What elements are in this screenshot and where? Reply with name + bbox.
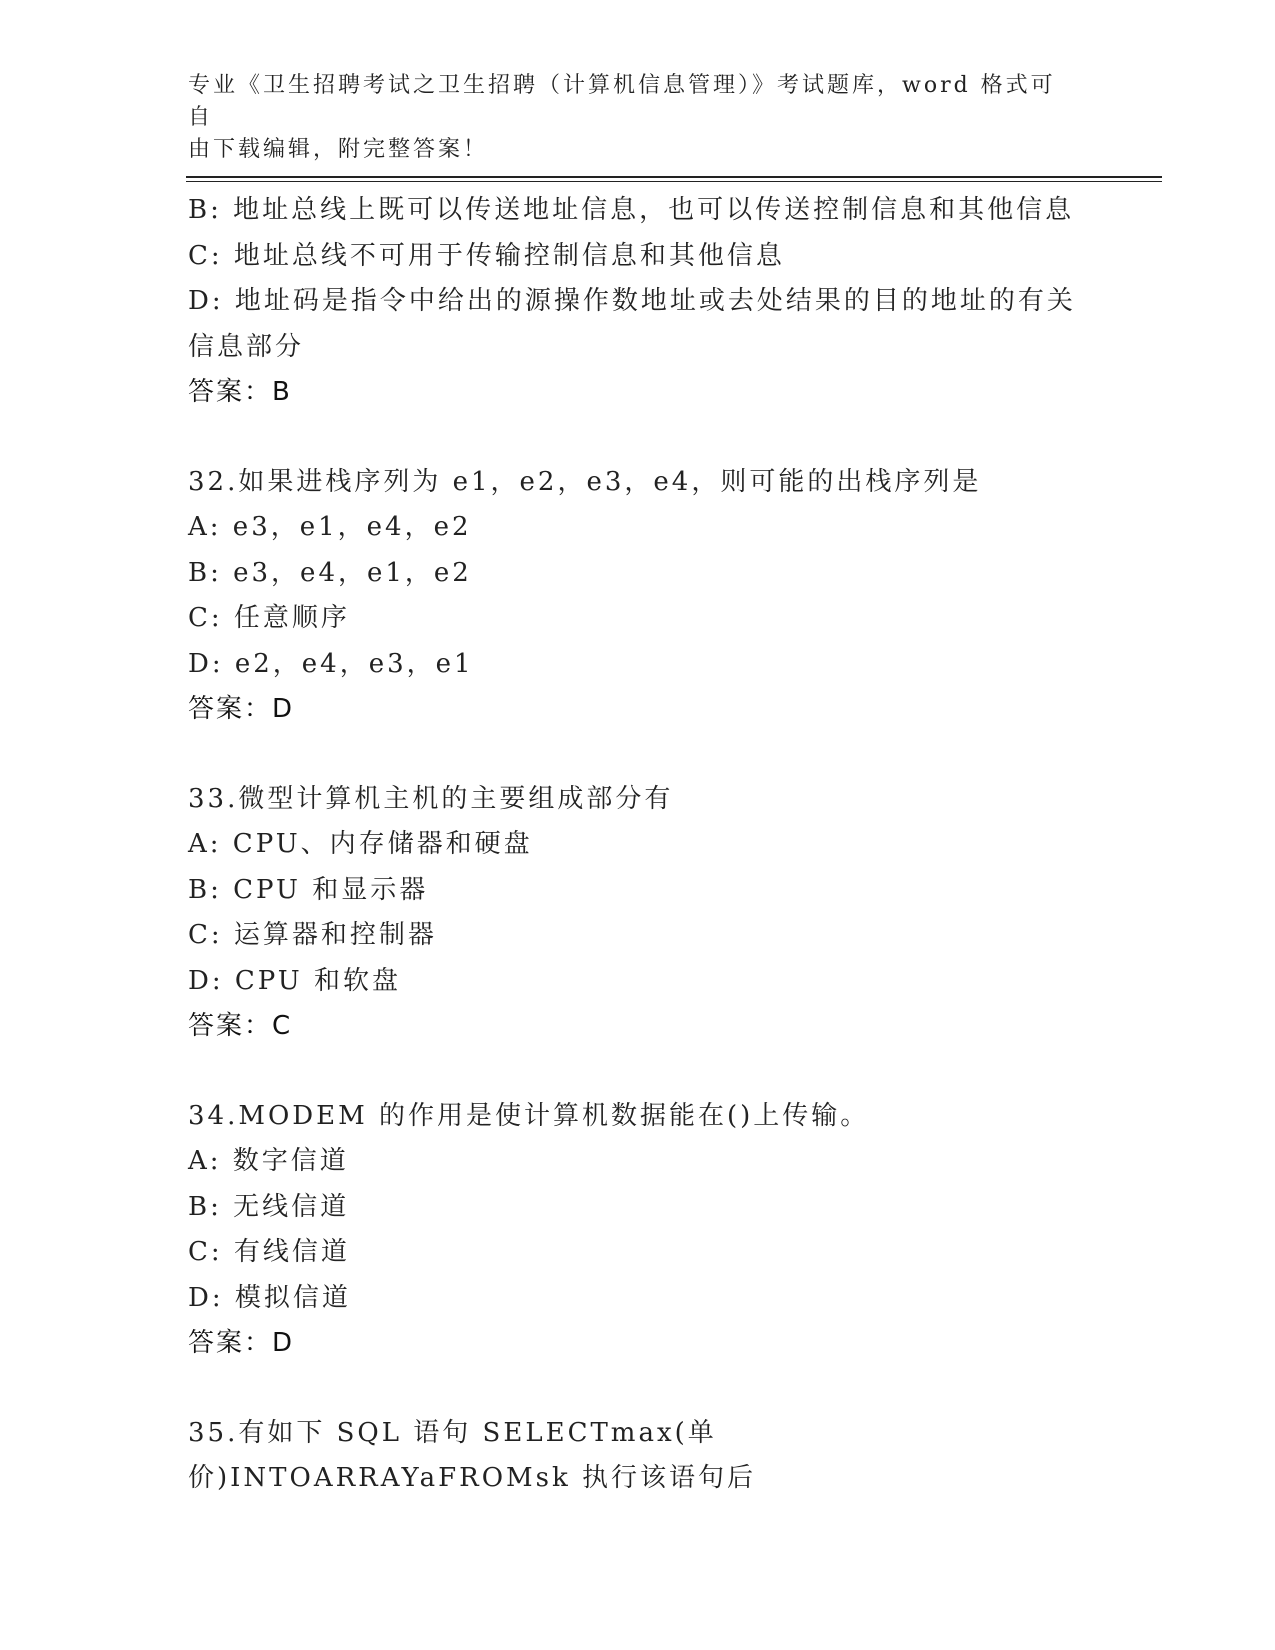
question-text: 33.微型计算机主机的主要组成部分有 — [188, 783, 674, 814]
option-d: D: CPU 和软盘 — [188, 965, 401, 996]
option-a: A: e3，e1，e4，e2 — [188, 512, 472, 542]
question-34 — [188, 1094, 1088, 1367]
question-text: 32.如果进栈序列为 e1，e2，e3，e4，则可能的出栈序列是 — [188, 466, 982, 497]
question-32 — [188, 460, 1088, 733]
spacer — [188, 416, 1088, 460]
question-33 — [188, 777, 1088, 1050]
option-c: C: 有线信道 — [188, 1237, 350, 1267]
question-text: 34.MODEM 的作用是使计算机数据能在()上传输。 — [188, 1100, 870, 1131]
header-line-2: 由下载编辑，附完整答案！ — [188, 137, 489, 162]
header-divider-thin — [186, 181, 1162, 182]
option-b: B: e3，e4，e1，e2 — [188, 557, 472, 588]
question-31-tail — [188, 188, 1088, 416]
option-a: A: 数字信道 — [188, 1146, 349, 1176]
answer: 答案：D — [188, 1328, 295, 1358]
option-c: C: 任意顺序 — [188, 603, 350, 633]
option-d-continued: 信息部分 — [188, 331, 305, 362]
option-a: A: CPU、内存储器和硬盘 — [188, 829, 533, 859]
question-list — [188, 188, 1088, 1502]
option-b: B: CPU 和显示器 — [188, 874, 429, 905]
question-35 — [188, 1411, 1088, 1502]
spacer — [188, 1050, 1088, 1094]
spacer — [188, 733, 1088, 777]
answer: 答案：C — [188, 1011, 293, 1041]
option-b: B: 地址总线上既可以传送地址信息，也可以传送控制信息和其他信息 — [188, 195, 1075, 225]
option-d: D: 模拟信道 — [188, 1282, 351, 1313]
answer: 答案：B — [188, 377, 292, 407]
document-header — [188, 70, 1068, 166]
option-d: D: e2，e4，e3，e1 — [188, 648, 474, 679]
option-b: B: 无线信道 — [188, 1191, 350, 1222]
header-divider-thick — [186, 176, 1162, 178]
option-d: D: 地址码是指令中给出的源操作数地址或去处结果的目的地址的有关 — [188, 286, 1076, 316]
spacer — [188, 1367, 1088, 1411]
header-line-1: 专业《卫生招聘考试之卫生招聘（计算机信息管理）》考试题库，word 格式可自 — [188, 73, 1056, 130]
answer: 答案：D — [188, 694, 295, 724]
option-c: C: 地址总线不可用于传输控制信息和其他信息 — [188, 240, 785, 271]
question-text: 35.有如下 SQL 语句 SELECTmax(单价)INTOARRAYaFROMsk 执行该语句后 — [188, 1417, 757, 1493]
option-c: C: 运算器和控制器 — [188, 920, 437, 950]
